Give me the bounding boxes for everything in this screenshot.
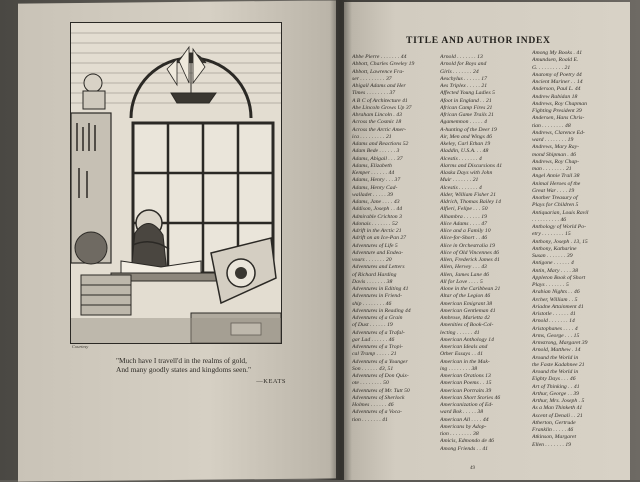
index-entry: Adventures of Life 5 bbox=[352, 242, 398, 249]
index-entry: Across the Cosmic 18 bbox=[352, 119, 402, 126]
index-entry: Agamemnon . . . . . 4 bbox=[440, 119, 487, 126]
index-heading: TITLE AND AUTHOR INDEX bbox=[406, 35, 551, 46]
index-entry: Adventures and Letters bbox=[352, 264, 405, 271]
index-entry: tion . . . . . . . . 38 bbox=[440, 431, 479, 437]
index-entry: Adventures of a Voca- bbox=[352, 409, 402, 416]
index-entry: of Richard Harding bbox=[352, 271, 397, 278]
index-entry: cal Tramp . . . . . 21 bbox=[352, 351, 397, 358]
index-entry: Amundsen, Roald E. bbox=[532, 57, 579, 64]
index-entry: Amenities of Book-Col- bbox=[440, 322, 494, 329]
index-entry: Abigail Adams and Her bbox=[352, 83, 406, 89]
index-entry: Adrift on an Ice-Pan 27 bbox=[352, 235, 407, 242]
index-entry: American All . . . . 44 bbox=[440, 416, 489, 423]
index-entry: Adventures of a Grain bbox=[352, 315, 403, 321]
index-entry: Adams, Henry . . . 37 bbox=[352, 177, 401, 184]
index-entry: Armstrong, Margaret 39 bbox=[532, 340, 588, 346]
index-entry: of Dust . . . . . . 19 bbox=[352, 322, 393, 329]
index-entry: vours . . . . . . . 20 bbox=[352, 257, 392, 263]
index-entry: Adventures of a Trafal- bbox=[352, 329, 405, 336]
index-entry: Alfieri, Felipe . . . 50 bbox=[440, 206, 488, 213]
quote-line: And many goodly states and kingdoms seen." bbox=[116, 365, 252, 374]
index-entry: Other Essays . . 41 bbox=[440, 351, 483, 358]
index-entry: Arnold . . . . . . . 14 bbox=[532, 318, 575, 325]
index-entry: Susan . . . . . . . 39 bbox=[532, 253, 573, 259]
index-entry: Antiquarian, Louis Ravil bbox=[532, 209, 589, 216]
index-entry: Antin, Mary . . . . 38 bbox=[532, 267, 578, 274]
index-entry: American Ideals and bbox=[440, 344, 488, 350]
index-entry: Son . . . . . . 43, 51 bbox=[352, 365, 394, 372]
index-entry: Allen, Hervey . . . 43 bbox=[440, 264, 487, 271]
index-entry: Muir . . . . . . . 21 bbox=[440, 177, 479, 184]
index-entry: Alhambra . . . . . . 19 bbox=[440, 213, 487, 220]
index-entry: Alice in Orchestralia 19 bbox=[440, 242, 495, 249]
index-entry: Andrews, Roy Chap- bbox=[532, 158, 580, 165]
index-entry: Arthur, George . . 39 bbox=[532, 390, 580, 397]
index-entry: Archer, William . . 5 bbox=[532, 296, 578, 303]
index-entry: Anderson, Paul L. 44 bbox=[532, 86, 581, 93]
index-entry: Adventure and Endea- bbox=[352, 249, 403, 256]
index-entry: Adrift in the Arctic 21 bbox=[352, 228, 402, 234]
index-entry: Atherton, Gertrude bbox=[532, 419, 576, 426]
index-entry: man . . . . . . . . 21 bbox=[532, 166, 572, 172]
index-entry: Holmes . . . . . . 46 bbox=[352, 402, 394, 408]
index-entry: Alice of Old Vincennes 46 bbox=[440, 249, 499, 256]
index-entry: American Short Stories 46 bbox=[440, 394, 501, 401]
index-entry: Andrew Rabidan 18 bbox=[532, 93, 578, 100]
index-entry: lecting . . . . . . 41 bbox=[440, 329, 480, 336]
index-entry: Girls . . . . . . . 24 bbox=[440, 68, 479, 75]
index-entry: Times . . . . . . . . 37 bbox=[352, 90, 396, 97]
index-entry: Adventures in Friend- bbox=[352, 293, 403, 300]
index-entry: Arabian Nights . . 46 bbox=[532, 289, 580, 296]
index-entry: All for Love . . . . 5 bbox=[440, 278, 483, 285]
index-entry: Eighty Days . . . 46 bbox=[532, 376, 576, 383]
index-entry: Animal Heroes of the bbox=[532, 180, 581, 187]
index-entry: Abbott, Charles Greeley 19 bbox=[352, 61, 415, 68]
book-gutter bbox=[330, 0, 352, 480]
index-entry: G. . . . . . . . . . 21 bbox=[532, 64, 571, 71]
index-entry: Adventures of Don Quix- bbox=[352, 373, 409, 379]
index-entry: Another Treasury of bbox=[532, 195, 578, 201]
index-column-2 bbox=[440, 54, 528, 453]
index-entry: Appleton Book of Short bbox=[532, 274, 586, 281]
index-entry: Ancient Mariner . . 14 bbox=[532, 79, 583, 85]
index-entry: ica . . . . . . . . . 21 bbox=[352, 133, 392, 140]
index-entry: ward . . . . . . . . 19 bbox=[532, 137, 574, 143]
index-entry: Adonais . . . . . . . 52 bbox=[352, 220, 398, 227]
index-entry: Kemper . . . . . . 44 bbox=[352, 170, 395, 176]
index-entry: American Anthology 14 bbox=[440, 336, 494, 343]
index-entry: Aladdin, U.S.A. . . 48 bbox=[440, 148, 489, 155]
index-entry: Aes Triplex . . . . . 21 bbox=[440, 83, 488, 89]
index-entry: Alice-for-Short . . 46 bbox=[440, 235, 488, 242]
index-entry: walladet . . . . . 39 bbox=[352, 191, 393, 198]
index-entry: Air, Men and Wings 46 bbox=[440, 133, 492, 140]
index-entry: Adventures of a Younger bbox=[352, 358, 408, 365]
index-entry: Alcestis . . . . . . . 4 bbox=[440, 155, 482, 162]
index-entry: Adams, Jane . . . . 43 bbox=[352, 199, 400, 205]
quote-author: —KEATS bbox=[256, 378, 286, 385]
index-entry: Adventures of Mr. Tutt 50 bbox=[352, 387, 410, 394]
index-entry: A B C of Architecture 41 bbox=[352, 97, 408, 104]
index-column-1 bbox=[352, 54, 438, 424]
index-entry: Andrews, Clarence Ed- bbox=[532, 129, 585, 136]
index-entry: Adams, Elizabeth bbox=[352, 162, 392, 169]
index-entry: mond Shipman . 46 bbox=[532, 151, 576, 158]
index-entry: Adams, Abigail . . . 37 bbox=[352, 155, 403, 162]
index-entry: Andrews, Roy Chapman bbox=[532, 100, 587, 107]
index-entry: Adams, Henry Cad- bbox=[352, 184, 398, 191]
index-entry: Adventures in Editing 41 bbox=[352, 286, 409, 292]
page-number: 49 bbox=[470, 466, 475, 471]
index-entry: Franklin . . . . . 46 bbox=[532, 427, 574, 433]
index-entry: Akeley, Carl Ethan 19 bbox=[440, 141, 491, 147]
index-entry: Aldrich, Thomas Bailey 14 bbox=[440, 199, 501, 205]
index-entry: Art of Thinking . . 41 bbox=[532, 383, 580, 390]
index-entry: Andrews, Mary Ray- bbox=[532, 144, 580, 151]
index-entry: Affected Young Ladies 5 bbox=[440, 90, 495, 97]
index-entry: Alone in the Caribbean 21 bbox=[440, 286, 501, 292]
index-entry: Arthur, Mrs. Joseph . 5 bbox=[532, 398, 585, 404]
index-entry: American Emigrant 38 bbox=[440, 300, 493, 307]
index-entry: Aristophanes . . . . 4 bbox=[532, 325, 578, 332]
index-entry: Arms, George . . . 15 bbox=[532, 332, 580, 339]
index-entry: Abbott, Lawrence Fra- bbox=[352, 68, 405, 75]
index-entry: etry . . . . . . . . 15 bbox=[532, 231, 571, 238]
index-entry: Antigone . . . . . . 4 bbox=[532, 260, 574, 267]
index-entry: Fighting President 39 bbox=[532, 108, 582, 114]
index-entry: the Faste Kadahnee 21 bbox=[532, 361, 585, 368]
index-entry: Americanization of Ed- bbox=[440, 402, 494, 408]
index-entry: Arnold, Matthew . 14 bbox=[532, 347, 581, 354]
index-entry: tion . . . . . . . 41 bbox=[352, 416, 388, 423]
index-entry: Anatomy of Poetry 44 bbox=[532, 71, 582, 78]
index-entry: African Camp Fires 21 bbox=[440, 104, 493, 111]
index-entry: As a Man Thinketh 41 bbox=[532, 405, 583, 412]
index-entry: gar Lad . . . . . . 46 bbox=[352, 336, 395, 343]
index-entry: Altar of the Legion 46 bbox=[440, 293, 491, 300]
index-entry: Around the World in bbox=[532, 369, 579, 375]
quote-line: "Much have I travell'd in the realms of gold, bbox=[116, 356, 247, 365]
index-entry: ser . . . . . . . . . 37 bbox=[352, 75, 392, 82]
index-entry: ing . . . . . . . . 38 bbox=[440, 365, 478, 372]
index-entry: Alder, William Fisher 21 bbox=[440, 191, 496, 198]
index-entry: Anthony, Katharine bbox=[532, 245, 577, 252]
index-entry: American in the Mak- bbox=[440, 358, 490, 365]
index-entry: Arnold . . . . . . . 13 bbox=[440, 54, 483, 60]
index-entry: Adventures of a Tropi- bbox=[352, 344, 403, 350]
index-entry: Aeschylus . . . . . . 17 bbox=[440, 75, 487, 82]
index-entry: Aristotle . . . . . . 41 bbox=[532, 311, 576, 317]
index-entry: tian . . . . . . . . 48 bbox=[532, 122, 571, 129]
index-entry: Plays for Children 5 bbox=[532, 202, 579, 209]
index-entry: Americans by Adop- bbox=[440, 423, 487, 430]
index-entry: Adventures in Reading 44 bbox=[352, 307, 411, 314]
index-entry: Atkinson, Margaret bbox=[532, 434, 577, 441]
reading-boy-illustration bbox=[70, 22, 282, 344]
index-entry: Admirable Crichton 3 bbox=[352, 213, 402, 220]
index-entry: Alarms and Discursions 41 bbox=[440, 162, 503, 169]
index-entry: Abbe Pierre . . . . . . . 44 bbox=[352, 54, 407, 60]
index-entry: Addison, Joseph . . 44 bbox=[352, 206, 403, 213]
index-entry: Anthony, Joseph . 13, 15 bbox=[532, 238, 588, 245]
index-entry: Ariadne Attainment 41 bbox=[532, 303, 584, 310]
index-entry: Among My Books . 41 bbox=[532, 50, 583, 56]
index-entry: Adventures of Sherlock bbox=[352, 394, 405, 401]
index-entry: Among Friends . . 41 bbox=[440, 445, 489, 452]
index-entry: Amicis, Edmondo de 46 bbox=[440, 438, 495, 445]
index-entry: American Poems . . 15 bbox=[440, 380, 492, 387]
illustration-credit: Courtesy bbox=[72, 344, 89, 349]
index-entry: Alaska Days with John bbox=[440, 170, 493, 176]
index-entry: Allen, Frederick James 41 bbox=[440, 257, 500, 263]
index-entry: African Game Trails 21 bbox=[440, 112, 494, 118]
index-entry: Adam Bede . . . . . . 3 bbox=[352, 148, 400, 155]
index-entry: . . . . . . . . . . 46 bbox=[532, 216, 567, 223]
index-entry: Abe Lincoln Grows Up 37 bbox=[352, 104, 412, 111]
index-entry: Allen, James Lane 46 bbox=[440, 271, 489, 278]
index-entry: Anthology of World Po- bbox=[532, 224, 586, 230]
index-entry: Alcestis . . . . . . . 4 bbox=[440, 184, 482, 191]
index-entry: American Gentleman 41 bbox=[440, 307, 496, 314]
index-entry: Angel Annie Trail 38 bbox=[532, 173, 580, 180]
index-entry: Around the World in bbox=[532, 354, 579, 361]
index-entry: Ellen . . . . . . . 19 bbox=[532, 441, 572, 448]
index-entry: Adams and Reactions 52 bbox=[352, 141, 409, 147]
index-entry: American Portraits 39 bbox=[440, 387, 492, 394]
keats-quote bbox=[116, 356, 286, 386]
index-entry: Afoot in England . . 21 bbox=[440, 97, 492, 104]
index-entry: Ascent of Denali . . 21 bbox=[532, 412, 583, 419]
index-entry: Great War . . . . 19 bbox=[532, 187, 575, 194]
index-entry: American Orations 13 bbox=[440, 373, 491, 379]
index-entry: A-hunting of the Deer 19 bbox=[440, 126, 497, 133]
index-entry: Davis . . . . . . . 38 bbox=[352, 278, 393, 285]
index-column-3 bbox=[532, 50, 618, 449]
index-entry: Ambrose, Marietta 42 bbox=[440, 315, 490, 321]
index-entry: Plays . . . . . . . 5 bbox=[532, 282, 569, 288]
index-entry: Arnold for Boys and bbox=[440, 61, 487, 68]
index-entry: Abraham Lincoln . 43 bbox=[352, 112, 402, 118]
index-entry: Alice and a Family 10 bbox=[440, 228, 491, 234]
index-entry: ship . . . . . . . . 46 bbox=[352, 300, 392, 307]
index-entry: Alice Adams . . . . 47 bbox=[440, 220, 487, 227]
index-entry: Andersen, Hans Chris- bbox=[532, 115, 585, 122]
index-entry: Across the Arctic Amer- bbox=[352, 126, 407, 133]
index-entry: ward Bok . . . . . 38 bbox=[440, 409, 484, 416]
index-entry: ote . . . . . . . . 50 bbox=[352, 380, 389, 387]
